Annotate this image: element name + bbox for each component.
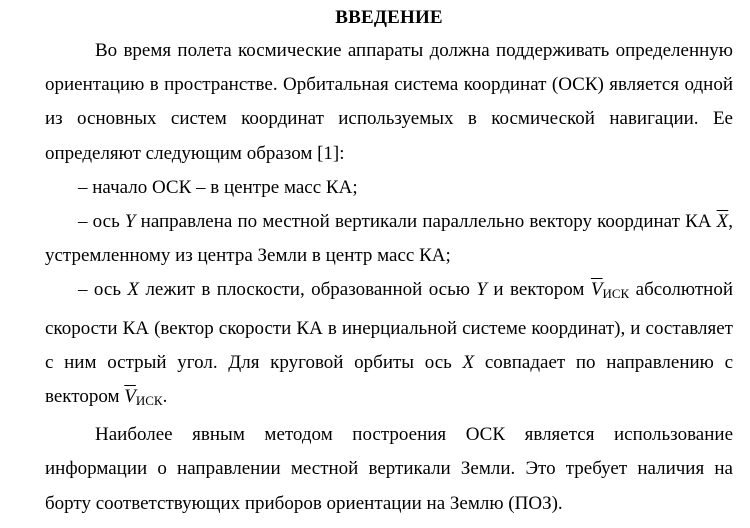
symbol-y: Y xyxy=(124,211,136,233)
list-item-x-axis xyxy=(45,273,733,418)
text-fragment: – ось xyxy=(78,279,128,301)
list-item-origin xyxy=(45,171,733,205)
text-fragment: лежит в плоскости, образованной осью xyxy=(139,279,477,301)
symbol-y: Y xyxy=(476,279,487,301)
intro-paragraph xyxy=(45,34,733,171)
list-item-y-axis xyxy=(45,205,733,273)
text-fragment: – ось xyxy=(78,211,125,233)
closing-paragraph xyxy=(45,418,733,521)
symbol-x: X xyxy=(127,279,140,301)
text-fragment: направлена по местной вертикали параллельно вектору координат КА xyxy=(135,211,717,233)
symbol-x: X xyxy=(462,351,475,373)
text-fragment: , устремленному из центра Земли в центр масс КА; xyxy=(45,211,733,267)
intro-paragraph-text: Во время полета космические аппараты должна поддерживать определенную ориентацию в пространстве. Орбитальная система координат (ОСК) является одной из основных систем координат используемых в космической навигации. Ее определяют следующим образом [1]: xyxy=(45,40,733,164)
text-fragment: совпадает по направлению с вектором xyxy=(45,351,733,408)
list-item-origin-text: – начало ОСК – в центре масс КА; xyxy=(78,176,358,198)
vector-v: $\overline{V}$ xyxy=(590,279,603,301)
text-fragment: и вектором xyxy=(486,279,591,301)
text-fragment: . xyxy=(162,386,168,408)
vector-x: $\overline{X}$ xyxy=(716,211,729,233)
subscript-isk: ИСК xyxy=(602,286,630,302)
vector-v: $\overline{V}$ xyxy=(124,386,136,408)
text-fragment: абсолютной скорости КА (вектор скорости КА в инерциальной системе координат), и составляет с ним острый угол. Для круговой орбиты ось xyxy=(45,279,733,373)
subscript-isk: ИСК xyxy=(135,393,163,409)
closing-paragraph-text: Наиболее явным методом построения ОСК является использование информации о направлении местной вертикали Земли. Это требует наличия на борту соответствующих приборов ориентации на Землю (ПОЗ). xyxy=(45,424,733,514)
section-title: ВВЕДЕНИЕ xyxy=(335,7,443,28)
